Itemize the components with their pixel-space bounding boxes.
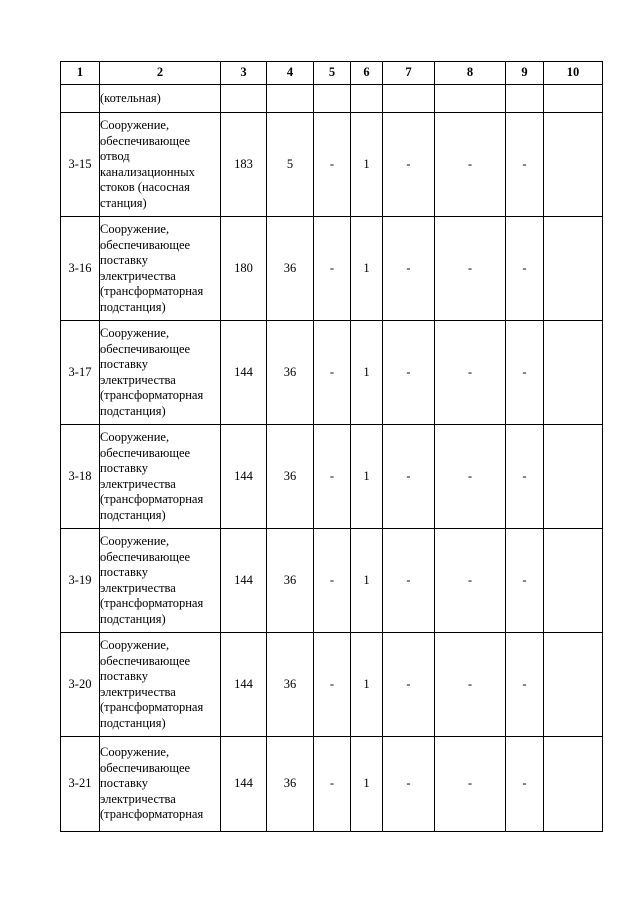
table-row: [61, 113, 603, 217]
object-name-line: электричества: [100, 684, 176, 699]
table-cell: 36: [267, 217, 314, 321]
object-name-line: обеспечивающее: [100, 133, 191, 148]
table-cell: -: [314, 633, 351, 737]
table-cell: [435, 85, 506, 113]
object-name-line: электричества: [100, 791, 176, 806]
table-cell: -: [435, 529, 506, 633]
table-cell: [506, 85, 544, 113]
object-name-line: (котельная): [100, 90, 161, 105]
object-name-line: электричества: [100, 580, 176, 595]
object-name-line: (трансформаторная: [100, 700, 204, 714]
table-cell: [544, 425, 603, 529]
table-cell: 144: [221, 737, 267, 832]
object-name-line: поставку: [100, 357, 149, 371]
object-name-line: электричества: [100, 476, 176, 491]
continuation-row: [61, 85, 603, 113]
object-name-line: подстанция): [100, 715, 166, 730]
table-cell: -: [314, 529, 351, 633]
table-cell: 1: [351, 113, 383, 217]
table-cell: -: [506, 529, 544, 633]
object-name-line: отвод: [100, 149, 130, 163]
table-cell: [383, 85, 435, 113]
table-cell: -: [314, 217, 351, 321]
row-number: 3-18: [61, 425, 100, 529]
row-number: 3-17: [61, 321, 100, 425]
table-cell: 1: [351, 737, 383, 832]
header-cell: 7: [383, 62, 435, 85]
table-cell: -: [506, 425, 544, 529]
object-name-line: подстанция): [100, 299, 166, 314]
table-cell: [544, 217, 603, 321]
object-name-line: поставку: [100, 776, 149, 791]
table-cell: 144: [221, 425, 267, 529]
table-cell: -: [435, 321, 506, 425]
header-cell: 3: [221, 62, 267, 85]
object-name-line: Сооружение,: [100, 222, 170, 236]
table-cell: 1: [351, 633, 383, 737]
object-name: [100, 113, 221, 217]
table-cell: [544, 737, 603, 832]
table-cell: -: [435, 425, 506, 529]
table-cell: -: [383, 529, 435, 633]
table-cell: -: [314, 737, 351, 832]
object-name-line: Сооружение,: [100, 430, 170, 444]
table-cell: -: [383, 113, 435, 217]
object-name: [100, 85, 221, 113]
table-cell: -: [314, 425, 351, 529]
object-name-line: подстанция): [100, 611, 166, 626]
table-cell: 1: [351, 321, 383, 425]
table-row: [61, 425, 603, 529]
table-cell: 144: [221, 633, 267, 737]
object-name-line: (трансформаторная: [100, 596, 204, 610]
table-cell: 144: [221, 529, 267, 633]
table-cell: -: [435, 217, 506, 321]
object-name-line: (трансформаторная: [100, 492, 204, 506]
header-cell: 1: [61, 62, 100, 85]
object-name-line: станция): [100, 195, 147, 210]
object-name: [100, 321, 221, 425]
object-name-line: подстанция): [100, 507, 166, 522]
table-row: [61, 321, 603, 425]
object-name-line: стоков (насосная: [100, 180, 190, 194]
object-name-line: электричества: [100, 372, 176, 387]
header-cell: 2: [100, 62, 221, 85]
row-number: [61, 85, 100, 113]
table-cell: -: [314, 321, 351, 425]
row-number: 3-20: [61, 633, 100, 737]
header-cell: 6: [351, 62, 383, 85]
object-name-line: Сооружение,: [100, 534, 170, 548]
table-cell: -: [435, 633, 506, 737]
row-number: 3-19: [61, 529, 100, 633]
table-cell: -: [506, 321, 544, 425]
table-cell: 36: [267, 529, 314, 633]
header-cell: 8: [435, 62, 506, 85]
table-cell: -: [506, 633, 544, 737]
object-name-line: поставку: [100, 669, 149, 683]
header-cell: 5: [314, 62, 351, 85]
object-name-line: поставку: [100, 461, 149, 475]
object-name-line: обеспечивающее: [100, 237, 191, 252]
header-cell: 10: [544, 62, 603, 85]
object-name: [100, 425, 221, 529]
table-cell: 1: [351, 217, 383, 321]
row-number: 3-15: [61, 113, 100, 217]
object-name-line: поставку: [100, 565, 149, 579]
object-name-line: обеспечивающее: [100, 653, 191, 668]
object-name-line: поставку: [100, 253, 149, 267]
table-cell: 183: [221, 113, 267, 217]
table-cell: [544, 529, 603, 633]
table-cell: -: [506, 217, 544, 321]
object-name-line: (трансформаторная: [100, 284, 204, 298]
table-row: [61, 529, 603, 633]
table-cell: -: [383, 633, 435, 737]
object-name-line: (трансформаторная: [100, 807, 204, 822]
table-cell: -: [506, 737, 544, 832]
data-table: [60, 61, 603, 832]
table-cell: -: [506, 113, 544, 217]
table-cell: [544, 113, 603, 217]
object-name-line: Сооружение,: [100, 745, 170, 760]
object-name-line: обеспечивающее: [100, 549, 191, 564]
object-name-line: Сооружение,: [100, 118, 170, 132]
header-cell: 9: [506, 62, 544, 85]
table-cell: [351, 85, 383, 113]
table-cell: -: [383, 737, 435, 832]
table-row: [61, 737, 603, 832]
table-cell: 5: [267, 113, 314, 217]
table-cell: -: [383, 425, 435, 529]
object-name-line: обеспечивающее: [100, 445, 191, 460]
table-cell: -: [383, 321, 435, 425]
object-name-line: (трансформаторная: [100, 388, 204, 402]
object-name-line: канализационных: [100, 164, 195, 179]
object-name-line: Сооружение,: [100, 326, 170, 340]
table-cell: [544, 633, 603, 737]
table-cell: 36: [267, 425, 314, 529]
object-name-line: Сооружение,: [100, 638, 170, 652]
header-cell: 4: [267, 62, 314, 85]
table-cell: [544, 85, 603, 113]
object-name-line: обеспечивающее: [100, 760, 191, 775]
table-cell: -: [314, 113, 351, 217]
object-name-line: подстанция): [100, 403, 166, 418]
table-cell: 1: [351, 529, 383, 633]
table-cell: [267, 85, 314, 113]
table-cell: [314, 85, 351, 113]
table-cell: [544, 321, 603, 425]
table-cell: -: [383, 217, 435, 321]
table-cell: [221, 85, 267, 113]
row-number: 3-21: [61, 737, 100, 832]
table-cell: 36: [267, 321, 314, 425]
table-cell: -: [435, 737, 506, 832]
header-row: [61, 62, 603, 85]
object-name-line: обеспечивающее: [100, 341, 191, 356]
row-number: 3-16: [61, 217, 100, 321]
table-row: [61, 633, 603, 737]
table-cell: 36: [267, 737, 314, 832]
object-name: [100, 529, 221, 633]
table-cell: 36: [267, 633, 314, 737]
table-cell: 180: [221, 217, 267, 321]
object-name: [100, 737, 221, 832]
object-name-line: электричества: [100, 268, 176, 283]
object-name: [100, 633, 221, 737]
table-cell: 144: [221, 321, 267, 425]
table-cell: -: [435, 113, 506, 217]
table-row: [61, 217, 603, 321]
table-cell: 1: [351, 425, 383, 529]
object-name: [100, 217, 221, 321]
